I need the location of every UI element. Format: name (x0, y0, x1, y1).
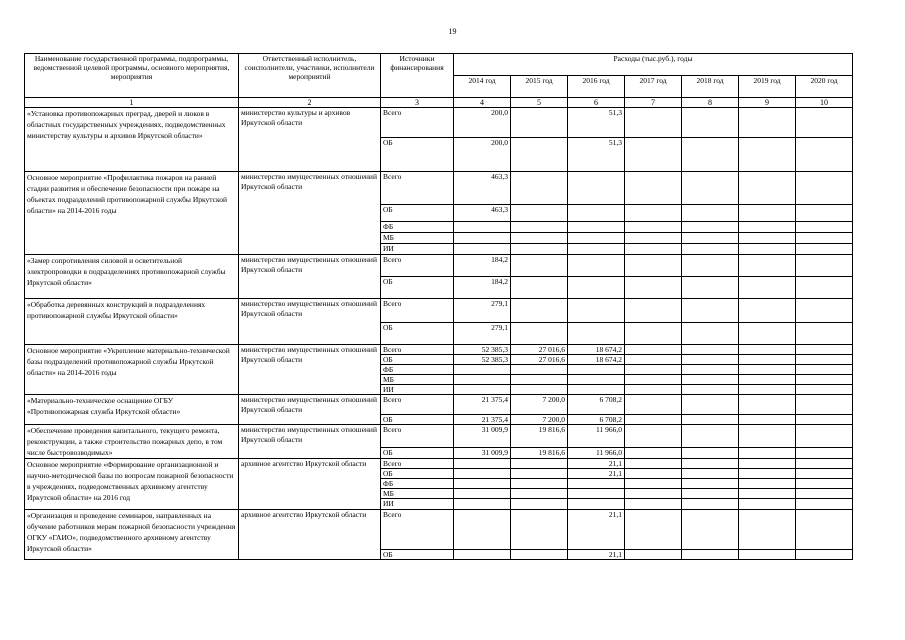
expense-value: 200,0 (454, 108, 511, 138)
expense-value (682, 385, 739, 395)
expense-value (739, 459, 796, 469)
expense-value: 31 009,9 (454, 425, 511, 448)
expense-value (682, 459, 739, 469)
column-number: 7 (625, 98, 682, 108)
expense-value (739, 277, 796, 299)
expense-value (454, 365, 511, 375)
expense-value (796, 277, 853, 299)
expense-value (625, 375, 682, 385)
expense-value (568, 489, 625, 499)
expense-value: 279,1 (454, 323, 511, 345)
expense-value (682, 299, 739, 323)
column-number: 1 (25, 98, 239, 108)
column-number: 2 (239, 98, 381, 108)
expense-value (682, 205, 739, 222)
expense-value (796, 385, 853, 395)
expense-value (511, 459, 568, 469)
expense-value (739, 222, 796, 233)
expense-value (796, 222, 853, 233)
header-year: 2017 год (625, 76, 682, 98)
expense-value (682, 233, 739, 244)
expense-value (796, 205, 853, 222)
expense-value (796, 510, 853, 550)
expense-value (682, 365, 739, 375)
column-number: 10 (796, 98, 853, 108)
expense-value (739, 299, 796, 323)
header-expenses: Расходы (тыс.руб.), годы (454, 54, 853, 76)
funding-source: Всего (381, 108, 454, 138)
table-row (25, 172, 853, 205)
expense-value (739, 355, 796, 365)
expense-value (796, 244, 853, 255)
funding-source: ОБ (381, 550, 454, 560)
expense-value (739, 425, 796, 448)
funding-source: МБ (381, 233, 454, 244)
expense-value: 18 674,2 (568, 355, 625, 365)
expense-value (682, 244, 739, 255)
expense-value (454, 550, 511, 560)
expense-value (682, 479, 739, 489)
funding-source: ОБ (381, 277, 454, 299)
expense-value (796, 375, 853, 385)
expense-value (568, 244, 625, 255)
expense-value (454, 469, 511, 479)
expense-value (682, 469, 739, 479)
expense-value (454, 375, 511, 385)
expense-value (625, 489, 682, 499)
expense-value (454, 510, 511, 550)
column-number: 8 (682, 98, 739, 108)
expense-value (796, 172, 853, 205)
expense-value (511, 365, 568, 375)
expenses-table (24, 53, 853, 560)
expense-value (568, 375, 625, 385)
activity-name: Основное мероприятие «Укрепление материально-технической базы подразделений противопожарной службы Иркутской области» на 2014-2016 годы (25, 345, 239, 395)
expense-value (625, 385, 682, 395)
expense-value (682, 448, 739, 459)
expense-value (625, 299, 682, 323)
expense-value (511, 172, 568, 205)
expense-value (796, 395, 853, 415)
header-year: 2020 год (796, 76, 853, 98)
expense-value: 200,0 (454, 138, 511, 172)
expense-value (511, 277, 568, 299)
funding-source: Всего (381, 172, 454, 205)
expense-value (568, 385, 625, 395)
expense-value (568, 233, 625, 244)
expense-value (739, 205, 796, 222)
funding-source: ОБ (381, 205, 454, 222)
column-number-row (25, 98, 853, 108)
column-number: 4 (454, 98, 511, 108)
header-year: 2018 год (682, 76, 739, 98)
expense-value (796, 448, 853, 459)
funding-source: Всего (381, 345, 454, 355)
expense-value (511, 510, 568, 550)
expense-value (625, 323, 682, 345)
funding-source: Всего (381, 425, 454, 448)
responsible-executor: министерство имущественных отношений Иркутской области (239, 395, 381, 425)
expense-value (511, 299, 568, 323)
expense-value (796, 499, 853, 510)
responsible-executor: министерство имущественных отношений Иркутской области (239, 172, 381, 255)
funding-source: ФБ (381, 222, 454, 233)
expense-value (739, 375, 796, 385)
expense-value (682, 222, 739, 233)
activity-name: «Замер сопротивления силовой и осветительной электропроводки в подразделениях противопожарной службы Иркутской области» (25, 255, 239, 299)
expense-value (625, 205, 682, 222)
activity-name: Основное мероприятие «Профилактика пожаров на ранней стадии развития и обеспечение безопасности при пожаре на объектах подразделений противопожарной службы Иркутской области» на 2014-2016 годы (25, 172, 239, 255)
expense-value (625, 355, 682, 365)
expense-value (625, 469, 682, 479)
expense-value: 21 375,4 (454, 395, 511, 415)
expense-value (739, 255, 796, 277)
funding-source: Всего (381, 459, 454, 469)
expense-value (625, 365, 682, 375)
expense-value (625, 415, 682, 425)
funding-source: ФБ (381, 365, 454, 375)
expense-value (739, 172, 796, 205)
expense-value (568, 277, 625, 299)
column-number: 3 (381, 98, 454, 108)
responsible-executor: министерство имущественных отношений Иркутской области (239, 255, 381, 299)
activity-name: «Материально-техническое оснащение ОГБУ «Противопожарная служба Иркутской области» (25, 395, 239, 425)
expense-value: 51,3 (568, 138, 625, 172)
responsible-executor: архивное агентство Иркутской области (239, 459, 381, 510)
expense-value: 21,1 (568, 550, 625, 560)
expense-value (796, 550, 853, 560)
expense-value (682, 510, 739, 550)
expense-value (796, 415, 853, 425)
expense-value (454, 385, 511, 395)
funding-source: ИИ (381, 499, 454, 510)
table-row (25, 345, 853, 355)
expense-value (682, 345, 739, 355)
expense-value (739, 365, 796, 375)
expense-value (511, 205, 568, 222)
header-responsible: Ответственный исполнитель, соисполнители, участники, исполнители мероприятий (239, 54, 381, 98)
expense-value (511, 489, 568, 499)
expense-value (739, 510, 796, 550)
expense-value (511, 479, 568, 489)
expense-value (511, 375, 568, 385)
expense-value (739, 244, 796, 255)
expense-value (511, 138, 568, 172)
expense-value (796, 138, 853, 172)
expense-value (625, 448, 682, 459)
responsible-executor: министерство имущественных отношений Иркутской области (239, 345, 381, 395)
expense-value: 184,2 (454, 255, 511, 277)
responsible-executor: министерство имущественных отношений Иркутской области (239, 299, 381, 345)
funding-source: МБ (381, 489, 454, 499)
funding-source: ФБ (381, 479, 454, 489)
table-row (25, 255, 853, 277)
table-row (25, 459, 853, 469)
expense-value: 7 200,0 (511, 395, 568, 415)
expense-value (796, 489, 853, 499)
header-year: 2019 год (739, 76, 796, 98)
expense-value (568, 205, 625, 222)
activity-name: «Установка противопожарных преград, дверей и люков в областных государственных учреждениях, подведомственных министерству культуры и архивов Иркутской области» (25, 108, 239, 172)
expense-value: 21,1 (568, 469, 625, 479)
expense-value (511, 385, 568, 395)
expense-value: 184,2 (454, 277, 511, 299)
expense-value (796, 459, 853, 469)
expense-value (682, 277, 739, 299)
expense-value (454, 489, 511, 499)
expense-value: 18 674,2 (568, 345, 625, 355)
expense-value (682, 255, 739, 277)
expense-value (511, 323, 568, 345)
funding-source: ИИ (381, 385, 454, 395)
expense-value (682, 415, 739, 425)
activity-name: «Обработка деревянных конструкций в подразделениях противопожарной службы Иркутской области» (25, 299, 239, 345)
page-number: 19 (448, 27, 457, 36)
expense-value (796, 299, 853, 323)
expense-value (625, 345, 682, 355)
expense-value (625, 108, 682, 138)
expense-value: 21,1 (568, 510, 625, 550)
responsible-executor: архивное агентство Иркутской области (239, 510, 381, 560)
expense-value (682, 172, 739, 205)
expense-value (625, 138, 682, 172)
expense-value: 11 966,0 (568, 425, 625, 448)
expense-value (739, 479, 796, 489)
expense-value (739, 499, 796, 510)
expense-value (739, 233, 796, 244)
activity-name: Основное мероприятие «Формирование организационной и научно-методической базы по вопросам пожарной безопасности в учреждениях, подведомственных архивному агентству Иркутской области» на 2016 год (25, 459, 239, 510)
expense-value (625, 255, 682, 277)
funding-source: Всего (381, 255, 454, 277)
expense-value (796, 323, 853, 345)
header-row-1 (25, 54, 853, 76)
header-year: 2014 год (454, 76, 511, 98)
expense-value (625, 395, 682, 415)
expense-value (739, 345, 796, 355)
header-name: Наименование государственной программы, подпрограммы, ведомственной целевой программы, основного мероприятия, мероприятия (25, 54, 239, 98)
expense-value (739, 138, 796, 172)
expense-value: 21,1 (568, 459, 625, 469)
header-sources: Источники финансирования (381, 54, 454, 98)
expense-value (511, 244, 568, 255)
expense-value (454, 459, 511, 469)
expense-value (511, 499, 568, 510)
expense-value (739, 469, 796, 479)
expense-value (682, 138, 739, 172)
expense-value (568, 299, 625, 323)
column-number: 9 (739, 98, 796, 108)
funding-source: Всего (381, 510, 454, 550)
expense-value (625, 172, 682, 205)
expense-value (796, 233, 853, 244)
funding-source: ОБ (381, 323, 454, 345)
expense-value (511, 222, 568, 233)
header-year: 2015 год (511, 76, 568, 98)
expense-value: 21 375,4 (454, 415, 511, 425)
table-row (25, 108, 853, 138)
expense-value (796, 355, 853, 365)
expense-value (682, 489, 739, 499)
expense-value (511, 469, 568, 479)
activity-name: «Обеспечение проведения капитального, текущего ремонта, реконструкции, а также строительство пожарных депо, в том числе быстровозводимых» (25, 425, 239, 459)
expense-value (454, 479, 511, 489)
table-row (25, 510, 853, 550)
expense-value (739, 385, 796, 395)
table-row (25, 425, 853, 448)
expense-value (796, 108, 853, 138)
funding-source: Всего (381, 299, 454, 323)
expense-value (682, 395, 739, 415)
expense-value (454, 233, 511, 244)
funding-source: ОБ (381, 138, 454, 172)
funding-source: ИИ (381, 244, 454, 255)
expense-value (739, 415, 796, 425)
expense-value (682, 425, 739, 448)
expense-value (568, 222, 625, 233)
expense-value (625, 233, 682, 244)
expense-value (796, 469, 853, 479)
expense-value (568, 323, 625, 345)
expense-value: 27 016,6 (511, 355, 568, 365)
expense-value (568, 365, 625, 375)
funding-source: ОБ (381, 469, 454, 479)
expense-value (625, 499, 682, 510)
expense-value (739, 550, 796, 560)
expense-value: 279,1 (454, 299, 511, 323)
expense-value (682, 355, 739, 365)
expense-value (682, 323, 739, 345)
expense-value: 27 016,6 (511, 345, 568, 355)
expense-value (682, 375, 739, 385)
expense-value: 52 385,3 (454, 355, 511, 365)
table-row (25, 395, 853, 415)
expense-value (682, 499, 739, 510)
funding-source: ОБ (381, 448, 454, 459)
expense-value: 11 966,0 (568, 448, 625, 459)
expense-value (739, 108, 796, 138)
expense-value (796, 345, 853, 355)
expense-value: 52 385,3 (454, 345, 511, 355)
expense-value: 7 200,0 (511, 415, 568, 425)
expense-value (625, 459, 682, 469)
expense-value (454, 244, 511, 255)
funding-source: ОБ (381, 415, 454, 425)
expense-value: 51,3 (568, 108, 625, 138)
responsible-executor: министерство имущественных отношений Иркутской области (239, 425, 381, 459)
expense-value (454, 499, 511, 510)
expense-value: 463,3 (454, 172, 511, 205)
expense-value (796, 255, 853, 277)
column-number: 5 (511, 98, 568, 108)
expense-value (625, 277, 682, 299)
expense-value (796, 479, 853, 489)
expense-value (682, 108, 739, 138)
expense-value (739, 323, 796, 345)
expense-value (625, 510, 682, 550)
expense-value (511, 550, 568, 560)
expense-value (625, 425, 682, 448)
expense-value (739, 489, 796, 499)
funding-source: ОБ (381, 355, 454, 365)
header-year: 2016 год (568, 76, 625, 98)
expense-value (568, 255, 625, 277)
expense-value (454, 222, 511, 233)
expense-value (511, 108, 568, 138)
activity-name: «Организация и проведение семинаров, направленных на обучение работников мерам пожарной безопасности учреждения ОГКУ «ГАИО», подведомственного архивному агентству Иркутской области» (25, 510, 239, 560)
expense-value (568, 172, 625, 205)
expense-value (682, 550, 739, 560)
expense-value (625, 222, 682, 233)
expense-value (568, 479, 625, 489)
expense-value (511, 255, 568, 277)
expense-value: 6 708,2 (568, 415, 625, 425)
expense-value: 463,3 (454, 205, 511, 222)
funding-source: Всего (381, 395, 454, 415)
expense-value (625, 550, 682, 560)
expense-value (625, 244, 682, 255)
expense-value: 6 708,2 (568, 395, 625, 415)
expense-value (796, 425, 853, 448)
expense-value (796, 365, 853, 375)
expense-value (739, 448, 796, 459)
funding-source: МБ (381, 375, 454, 385)
expense-value: 19 816,6 (511, 425, 568, 448)
expense-value (739, 395, 796, 415)
expense-value (625, 479, 682, 489)
responsible-executor: министерство культуры и архивов Иркутской области (239, 108, 381, 172)
column-number: 6 (568, 98, 625, 108)
table-row (25, 299, 853, 323)
expense-value: 19 816,6 (511, 448, 568, 459)
expense-value (511, 233, 568, 244)
expense-value (568, 499, 625, 510)
expense-value: 31 009,9 (454, 448, 511, 459)
